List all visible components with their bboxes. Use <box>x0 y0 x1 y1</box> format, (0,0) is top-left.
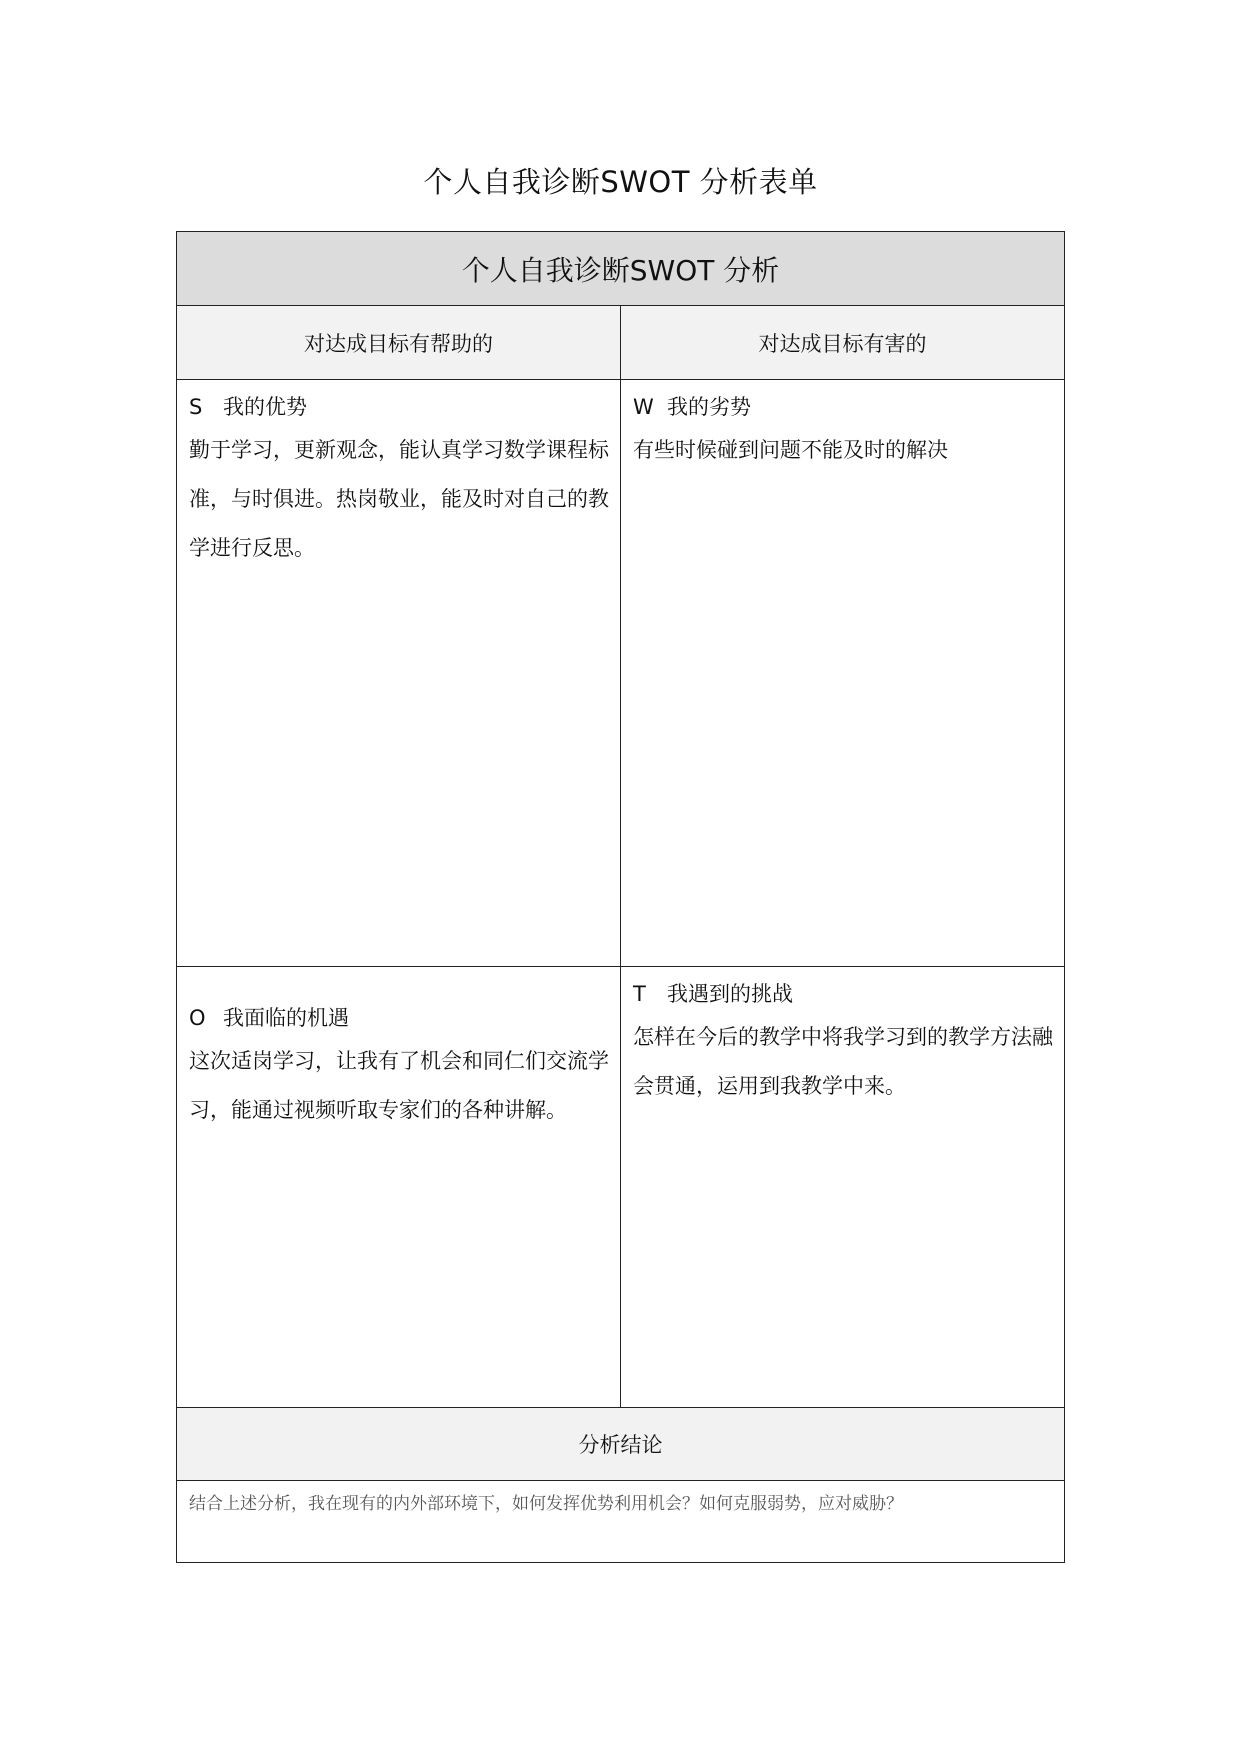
helpful-label: 对达成目标有帮助的 <box>177 306 621 379</box>
threats-text: 怎样在今后的教学中将我学习到的教学方法融会贯通，运用到我教学中来。 <box>633 1025 1053 1098</box>
weaknesses-cell <box>621 380 1064 967</box>
category-row <box>177 306 1064 380</box>
conclusion-text: 结合上述分析，我在现有的内外部环境下，如何发挥优势利用机会？如何克服弱势，应对威胁？ <box>189 1494 903 1514</box>
threats-heading <box>633 979 1054 1009</box>
strengths-text: 勤于学习，更新观念，能认真学习数学课程标准，与时俱进。热岗敬业，能及时对自己的教学进行反思。 <box>189 438 609 560</box>
strengths-heading <box>189 392 610 422</box>
weaknesses-letter: W <box>633 395 654 419</box>
strengths-letter: S <box>189 395 203 419</box>
table-header: 个人自我诊断SWOT 分析 <box>177 232 1064 306</box>
opportunities-text: 这次适岗学习，让我有了机会和同仁们交流学习，能通过视频听取专家们的各种讲解。 <box>189 1049 609 1122</box>
opportunities-title: 我面临的机遇 <box>223 1006 349 1030</box>
opportunities-letter: O <box>189 1006 206 1030</box>
harmful-label: 对达成目标有害的 <box>758 331 927 356</box>
strengths-cell <box>177 380 621 967</box>
conclusion-label: 分析结论 <box>177 1408 1064 1481</box>
weaknesses-title: 我的劣势 <box>667 395 751 419</box>
strengths-title: 我的优势 <box>223 395 307 419</box>
opportunities-heading <box>189 1003 610 1033</box>
threats-letter: T <box>633 982 646 1006</box>
weaknesses-text: 有些时候碰到问题不能及时的解决 <box>633 438 948 462</box>
weaknesses-heading <box>633 392 1054 422</box>
swot-table <box>176 231 1065 1563</box>
threats-title: 我遇到的挑战 <box>667 982 793 1006</box>
threats-cell <box>621 967 1064 1408</box>
document-title: 个人自我诊断SWOT 分析表单 <box>423 165 818 199</box>
opportunities-cell <box>177 967 621 1408</box>
